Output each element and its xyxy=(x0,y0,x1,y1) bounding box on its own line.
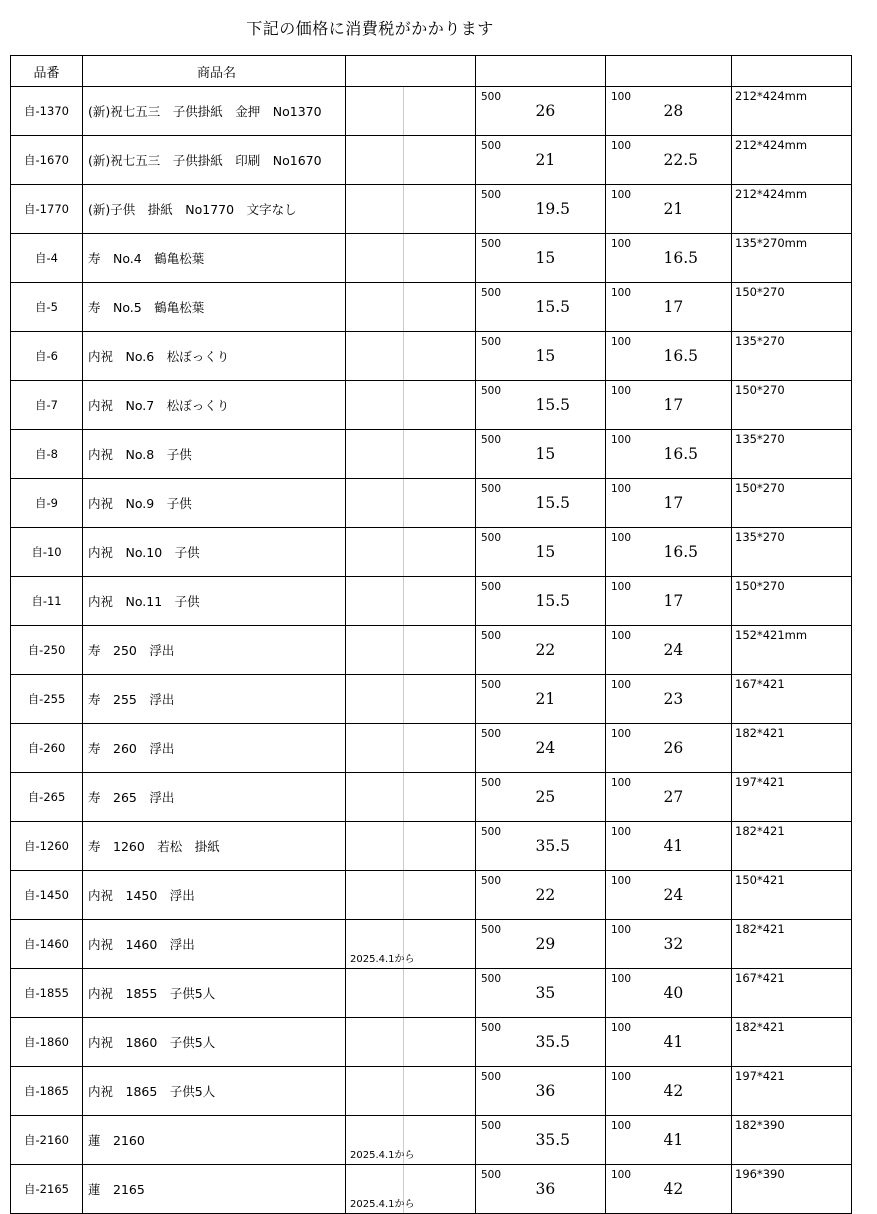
product-size: 150*270 xyxy=(732,479,852,528)
price-change-note xyxy=(346,1018,404,1067)
product-code: 自-1860 xyxy=(11,1018,83,1067)
quantity-lot-2: 100 xyxy=(606,969,662,1018)
product-size: 197*421 xyxy=(732,773,852,822)
product-code: 自-1460 xyxy=(11,920,83,969)
price-change-note: 2025.4.1から xyxy=(346,1116,404,1165)
unit-price-1: 26 xyxy=(534,87,606,136)
product-code: 自-10 xyxy=(11,528,83,577)
unit-price-1: 15 xyxy=(534,234,606,283)
product-code: 自-1855 xyxy=(11,969,83,1018)
price-change-note xyxy=(346,283,404,332)
quantity-lot-2: 100 xyxy=(606,234,662,283)
product-code: 自-1370 xyxy=(11,87,83,136)
quantity-lot-2: 100 xyxy=(606,87,662,136)
page-title: 下記の価格に消費税がかかります xyxy=(246,19,494,38)
table-row xyxy=(11,234,852,283)
quantity-lot-1: 500 xyxy=(476,577,534,626)
unit-price-1: 15 xyxy=(534,430,606,479)
quantity-lot-1: 500 xyxy=(476,185,534,234)
quantity-lot-2: 100 xyxy=(606,822,662,871)
unit-price-1: 35.5 xyxy=(534,822,606,871)
quantity-lot-1: 500 xyxy=(476,1116,534,1165)
quantity-lot-2: 100 xyxy=(606,185,662,234)
quantity-lot-1: 500 xyxy=(476,332,534,381)
product-size: 182*421 xyxy=(732,920,852,969)
blank-cell xyxy=(404,626,476,675)
quantity-lot-1: 500 xyxy=(476,1067,534,1116)
unit-price-2: 22.5 xyxy=(662,136,732,185)
product-code: 自-265 xyxy=(11,773,83,822)
header-blank-4 xyxy=(732,56,852,87)
product-code: 自-9 xyxy=(11,479,83,528)
table-row xyxy=(11,773,852,822)
blank-cell xyxy=(404,283,476,332)
product-size: 150*270 xyxy=(732,577,852,626)
unit-price-2: 41 xyxy=(662,1018,732,1067)
product-code: 自-1260 xyxy=(11,822,83,871)
quantity-lot-1: 500 xyxy=(476,871,534,920)
table-row xyxy=(11,626,852,675)
unit-price-2: 21 xyxy=(662,185,732,234)
unit-price-2: 32 xyxy=(662,920,732,969)
quantity-lot-1: 500 xyxy=(476,430,534,479)
quantity-lot-1: 500 xyxy=(476,136,534,185)
product-name: 内祝 No.6 松ぼっくり xyxy=(83,332,346,381)
product-code: 自-1670 xyxy=(11,136,83,185)
quantity-lot-1: 500 xyxy=(476,283,534,332)
price-table xyxy=(10,55,852,1214)
blank-cell xyxy=(404,577,476,626)
product-name: (新)祝七五三 子供掛紙 印刷 No1670 xyxy=(83,136,346,185)
unit-price-2: 16.5 xyxy=(662,332,732,381)
quantity-lot-1: 500 xyxy=(476,1018,534,1067)
product-name: 寿 No.5 鶴亀松葉 xyxy=(83,283,346,332)
product-size: 135*270 xyxy=(732,430,852,479)
unit-price-2: 24 xyxy=(662,871,732,920)
unit-price-2: 42 xyxy=(662,1067,732,1116)
blank-cell xyxy=(404,773,476,822)
product-code: 自-250 xyxy=(11,626,83,675)
blank-cell xyxy=(404,969,476,1018)
product-size: 182*421 xyxy=(732,1018,852,1067)
table-row xyxy=(11,381,852,430)
quantity-lot-2: 100 xyxy=(606,577,662,626)
product-name: 蓮 2160 xyxy=(83,1116,346,1165)
quantity-lot-2: 100 xyxy=(606,1018,662,1067)
price-change-note xyxy=(346,479,404,528)
price-change-note xyxy=(346,381,404,430)
blank-cell xyxy=(404,185,476,234)
unit-price-1: 35.5 xyxy=(534,1018,606,1067)
quantity-lot-2: 100 xyxy=(606,332,662,381)
product-size: 182*421 xyxy=(732,724,852,773)
price-change-note xyxy=(346,1067,404,1116)
table-header-row xyxy=(11,56,852,87)
product-name: 寿 No.4 鶴亀松葉 xyxy=(83,234,346,283)
table-row xyxy=(11,920,852,969)
unit-price-1: 19.5 xyxy=(534,185,606,234)
product-size: 212*424mm xyxy=(732,136,852,185)
unit-price-2: 16.5 xyxy=(662,528,732,577)
product-size: 212*424mm xyxy=(732,87,852,136)
unit-price-2: 41 xyxy=(662,1116,732,1165)
table-row xyxy=(11,283,852,332)
product-name: 寿 265 浮出 xyxy=(83,773,346,822)
product-name: 寿 1260 若松 掛紙 xyxy=(83,822,346,871)
quantity-lot-1: 500 xyxy=(476,87,534,136)
product-name: 蓮 2165 xyxy=(83,1165,346,1214)
price-change-note xyxy=(346,626,404,675)
table-row xyxy=(11,1116,852,1165)
unit-price-2: 16.5 xyxy=(662,430,732,479)
product-code: 自-1865 xyxy=(11,1067,83,1116)
unit-price-2: 40 xyxy=(662,969,732,1018)
unit-price-2: 17 xyxy=(662,283,732,332)
product-size: 150*421 xyxy=(732,871,852,920)
quantity-lot-2: 100 xyxy=(606,136,662,185)
quantity-lot-2: 100 xyxy=(606,1116,662,1165)
quantity-lot-2: 100 xyxy=(606,430,662,479)
blank-cell xyxy=(404,479,476,528)
unit-price-1: 15.5 xyxy=(534,479,606,528)
unit-price-1: 15.5 xyxy=(534,577,606,626)
unit-price-1: 35.5 xyxy=(534,1116,606,1165)
blank-cell xyxy=(404,1018,476,1067)
unit-price-1: 15 xyxy=(534,332,606,381)
unit-price-1: 35 xyxy=(534,969,606,1018)
blank-cell xyxy=(404,332,476,381)
product-name: 内祝 No.7 松ぼっくり xyxy=(83,381,346,430)
quantity-lot-1: 500 xyxy=(476,528,534,577)
quantity-lot-1: 500 xyxy=(476,969,534,1018)
quantity-lot-1: 500 xyxy=(476,920,534,969)
quantity-lot-2: 100 xyxy=(606,1067,662,1116)
table-row xyxy=(11,87,852,136)
product-name: 内祝 No.9 子供 xyxy=(83,479,346,528)
blank-cell xyxy=(404,528,476,577)
quantity-lot-1: 500 xyxy=(476,234,534,283)
table-body xyxy=(11,87,852,1214)
product-name: 内祝 1450 浮出 xyxy=(83,871,346,920)
product-name: 内祝 1855 子供5人 xyxy=(83,969,346,1018)
product-name: (新)子供 掛紙 No1770 文字なし xyxy=(83,185,346,234)
unit-price-2: 41 xyxy=(662,822,732,871)
blank-cell xyxy=(404,822,476,871)
product-name: 内祝 1860 子供5人 xyxy=(83,1018,346,1067)
table-row xyxy=(11,675,852,724)
price-change-note xyxy=(346,332,404,381)
product-size: 197*421 xyxy=(732,1067,852,1116)
price-change-note xyxy=(346,724,404,773)
product-size: 182*421 xyxy=(732,822,852,871)
product-code: 自-2160 xyxy=(11,1116,83,1165)
header-blank-3 xyxy=(606,56,732,87)
table-row xyxy=(11,185,852,234)
product-code: 自-2165 xyxy=(11,1165,83,1214)
quantity-lot-2: 100 xyxy=(606,773,662,822)
table-row xyxy=(11,528,852,577)
quantity-lot-1: 500 xyxy=(476,675,534,724)
product-size: 182*390 xyxy=(732,1116,852,1165)
product-name: 寿 255 浮出 xyxy=(83,675,346,724)
blank-cell xyxy=(404,1067,476,1116)
product-size: 135*270 xyxy=(732,528,852,577)
product-code: 自-260 xyxy=(11,724,83,773)
unit-price-2: 28 xyxy=(662,87,732,136)
quantity-lot-2: 100 xyxy=(606,479,662,528)
quantity-lot-2: 100 xyxy=(606,724,662,773)
product-name: 寿 260 浮出 xyxy=(83,724,346,773)
unit-price-2: 26 xyxy=(662,724,732,773)
blank-cell xyxy=(404,136,476,185)
unit-price-2: 27 xyxy=(662,773,732,822)
price-change-note xyxy=(346,430,404,479)
product-code: 自-255 xyxy=(11,675,83,724)
product-name: 内祝 No.11 子供 xyxy=(83,577,346,626)
quantity-lot-1: 500 xyxy=(476,381,534,430)
unit-price-1: 21 xyxy=(534,136,606,185)
quantity-lot-2: 100 xyxy=(606,675,662,724)
quantity-lot-2: 100 xyxy=(606,1165,662,1214)
table-row xyxy=(11,1018,852,1067)
product-code: 自-1450 xyxy=(11,871,83,920)
price-change-note xyxy=(346,87,404,136)
unit-price-1: 22 xyxy=(534,871,606,920)
table-row xyxy=(11,1067,852,1116)
unit-price-1: 22 xyxy=(534,626,606,675)
product-size: 152*421mm xyxy=(732,626,852,675)
price-change-note xyxy=(346,577,404,626)
table-row xyxy=(11,430,852,479)
product-code: 自-6 xyxy=(11,332,83,381)
quantity-lot-1: 500 xyxy=(476,479,534,528)
product-size: 167*421 xyxy=(732,969,852,1018)
product-size: 196*390 xyxy=(732,1165,852,1214)
blank-cell xyxy=(404,87,476,136)
product-code: 自-11 xyxy=(11,577,83,626)
table-row xyxy=(11,136,852,185)
unit-price-1: 15.5 xyxy=(534,283,606,332)
blank-cell xyxy=(404,381,476,430)
unit-price-2: 17 xyxy=(662,381,732,430)
quantity-lot-2: 100 xyxy=(606,626,662,675)
header-code: 品番 xyxy=(11,56,83,87)
product-name: 内祝 No.8 子供 xyxy=(83,430,346,479)
product-size: 212*424mm xyxy=(732,185,852,234)
unit-price-1: 15.5 xyxy=(534,381,606,430)
unit-price-1: 21 xyxy=(534,675,606,724)
price-change-note xyxy=(346,871,404,920)
blank-cell xyxy=(404,871,476,920)
table-row xyxy=(11,724,852,773)
quantity-lot-2: 100 xyxy=(606,871,662,920)
price-change-note xyxy=(346,185,404,234)
quantity-lot-2: 100 xyxy=(606,920,662,969)
product-code: 自-4 xyxy=(11,234,83,283)
price-change-note xyxy=(346,822,404,871)
unit-price-2: 17 xyxy=(662,479,732,528)
product-code: 自-5 xyxy=(11,283,83,332)
quantity-lot-1: 500 xyxy=(476,1165,534,1214)
product-size: 135*270mm xyxy=(732,234,852,283)
header-name: 商品名 xyxy=(83,56,346,87)
price-change-note xyxy=(346,528,404,577)
product-name: 内祝 1460 浮出 xyxy=(83,920,346,969)
product-name: 内祝 1865 子供5人 xyxy=(83,1067,346,1116)
blank-cell xyxy=(404,724,476,773)
unit-price-2: 16.5 xyxy=(662,234,732,283)
product-code: 自-8 xyxy=(11,430,83,479)
price-change-note: 2025.4.1から xyxy=(346,920,404,969)
table-row xyxy=(11,577,852,626)
unit-price-1: 29 xyxy=(534,920,606,969)
product-code: 自-7 xyxy=(11,381,83,430)
unit-price-2: 17 xyxy=(662,577,732,626)
product-size: 135*270 xyxy=(732,332,852,381)
price-change-note xyxy=(346,773,404,822)
quantity-lot-2: 100 xyxy=(606,528,662,577)
blank-cell xyxy=(404,430,476,479)
product-size: 150*270 xyxy=(732,283,852,332)
unit-price-1: 24 xyxy=(534,724,606,773)
product-name: 内祝 No.10 子供 xyxy=(83,528,346,577)
product-size: 150*270 xyxy=(732,381,852,430)
table-row xyxy=(11,1165,852,1214)
unit-price-1: 36 xyxy=(534,1165,606,1214)
quantity-lot-1: 500 xyxy=(476,626,534,675)
table-row xyxy=(11,871,852,920)
unit-price-1: 15 xyxy=(534,528,606,577)
product-name: 寿 250 浮出 xyxy=(83,626,346,675)
table-row xyxy=(11,332,852,381)
unit-price-2: 23 xyxy=(662,675,732,724)
unit-price-2: 24 xyxy=(662,626,732,675)
quantity-lot-2: 100 xyxy=(606,381,662,430)
quantity-lot-2: 100 xyxy=(606,283,662,332)
product-size: 167*421 xyxy=(732,675,852,724)
blank-cell xyxy=(404,675,476,724)
price-change-note xyxy=(346,969,404,1018)
quantity-lot-1: 500 xyxy=(476,822,534,871)
product-name: (新)祝七五三 子供掛紙 金押 No1370 xyxy=(83,87,346,136)
header-blank-1 xyxy=(346,56,476,87)
quantity-lot-1: 500 xyxy=(476,773,534,822)
product-code: 自-1770 xyxy=(11,185,83,234)
table-row xyxy=(11,822,852,871)
blank-cell xyxy=(404,234,476,283)
unit-price-1: 25 xyxy=(534,773,606,822)
price-change-note xyxy=(346,675,404,724)
price-change-note xyxy=(346,136,404,185)
header-blank-2 xyxy=(476,56,606,87)
quantity-lot-1: 500 xyxy=(476,724,534,773)
table-row xyxy=(11,969,852,1018)
price-change-note: 2025.4.1から xyxy=(346,1165,404,1214)
unit-price-2: 42 xyxy=(662,1165,732,1214)
unit-price-1: 36 xyxy=(534,1067,606,1116)
table-row xyxy=(11,479,852,528)
price-change-note xyxy=(346,234,404,283)
